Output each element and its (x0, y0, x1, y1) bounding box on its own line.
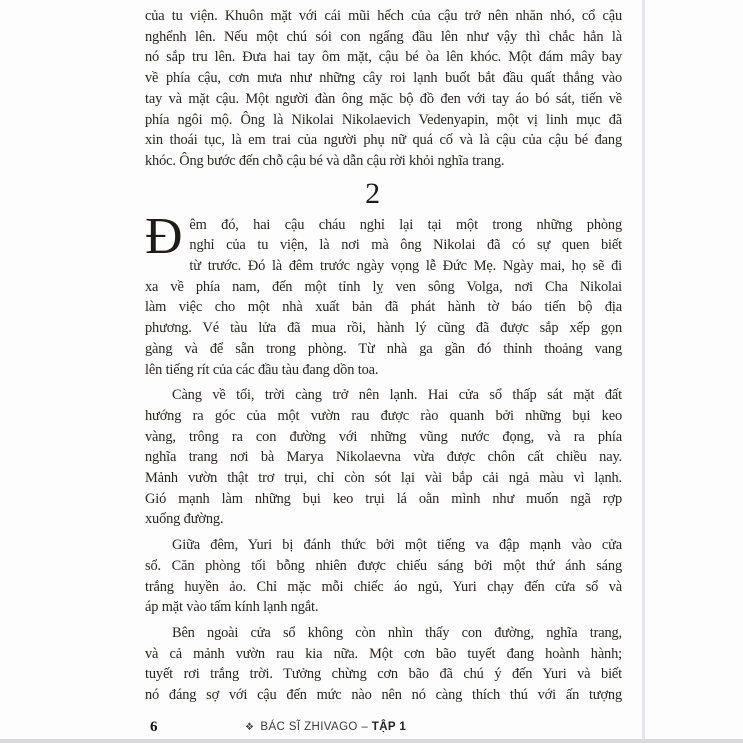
text-line: Giữa đêm, Yuri bị đánh thức bởi một tiếng va đập mạnh vào cửa (172, 537, 622, 554)
text-line: từ trước. Đó là đêm trước ngày vọng lễ Đức Mẹ. Ngày mai, họ sẽ đi (189, 258, 622, 275)
text-line: nghỉ của tu viện, là nơi mà ông Nikolai đã có sự quen biết (189, 237, 622, 254)
text-line: xuống đường. (145, 511, 224, 528)
text-line: xa về phía nam, đến một tỉnh lỵ ven sông Volga, nơi Cha Nikolai (145, 278, 622, 295)
page-edge-line (642, 0, 645, 740)
text-line: về phía cậu, cơn mưa như những cây roi lạnh buốt bắt đầu quất thẳng vào (145, 70, 622, 87)
text-line: phương. Vé tàu lửa đã mua rồi, hành lý cũng đã được sắp xếp gọn (145, 320, 622, 337)
text-line: nghểnh lên. Nếu một chú sói con ngẩng đầu lên như vậy thì chắc hẳn là (145, 28, 622, 45)
running-title (245, 721, 406, 733)
text-line: và cả mảnh vườn rau kia nữa. Một cơn bão tuyết đang hoành hành; (145, 645, 622, 662)
page-number: 6 (150, 719, 158, 735)
paragraph (145, 6, 622, 172)
paragraph (145, 207, 622, 381)
text-line: làm việc cho một nhà xuất bản đã phát hành tờ báo tiến bộ địa (145, 299, 622, 316)
text-line: Gió mạnh làm những bụi keo trụi lá oằn mình như muốn ngã rợp (145, 490, 622, 507)
text-line: vàng, trông ra con đường với những vũng nước đọng, và ra phía (145, 428, 622, 445)
text-line: êm đó, hai cậu cháu nghỉ lại tại một trong những phòng (189, 216, 622, 233)
text-line: tay và mặt cậu. Một người đàn ông mặc bộ đồ đen với tay áo bó sát, tiến về (145, 90, 622, 107)
volume-label: TẬP 1 (371, 721, 407, 733)
paragraph (145, 535, 622, 618)
title-separator: – (361, 721, 369, 733)
book-title: BÁC SĨ ZHIVAGO (260, 721, 358, 733)
page-footer (150, 719, 622, 737)
text-line: áp mặt vào tấm kính lạnh ngắt. (145, 599, 319, 616)
text-line: phía ngôi mộ. Ông là Nikolai Nikolaevich Vedenyapin, một vị linh mục đã (145, 111, 622, 128)
text-line: của tu viện. Khuôn mặt với cái mũi hếch của cậu trở nên nhăn nhó, cổ cậu (145, 8, 622, 24)
text-line: tuyết rơi trắng trời. Tưởng chừng cơn bão đã chú ý đến Yuri và biết (145, 666, 622, 683)
paragraph (145, 623, 622, 706)
text-line: hướng ra góc của một vườn rau được rào quanh bởi những bụi keo (145, 407, 622, 424)
text-line: gàng và để sẵn trong phòng. Từ nhà ga gần đó thỉnh thoảng vang (145, 340, 622, 357)
text-line: nghĩa trang nơi bà Marya Nikolaevna vừa được chôn cất chiều nay. (145, 449, 622, 466)
paragraph (145, 385, 622, 530)
text-line: xin thoái tục, là em trai của người phụ nữ quá cố và là cậu của cậu bé đang (145, 132, 622, 149)
page-body-top (145, 6, 622, 172)
text-line: Mảnh vườn thật trơ trụi, chỉ còn sót lại vài bắp cải ngả màu vì lạnh. (145, 470, 622, 487)
text-line: Càng về tối, trời càng trở nên lạnh. Hai cửa sổ thấp sát mặt đất (172, 387, 622, 404)
page-body-rest (145, 207, 622, 706)
page-body (145, 6, 622, 711)
section-number-heading: 2 (365, 176, 380, 210)
text-line: trắng huyền ảo. Chỉ mặc mỗi chiếc áo ngủ, Yuri chạy đến cửa sổ và (145, 578, 622, 595)
text-line: sổ. Căn phòng tối bỗng nhiên được chiếu sáng bởi một thứ ánh sáng (145, 557, 622, 574)
page-bottom-line (0, 739, 743, 743)
text-line: lên tiếng rít của các đầu tàu đang dồn toa. (145, 361, 379, 378)
text-line: khóc. Ông bước đến chỗ cậu bé và dẫn cậu rời khỏi nghĩa trang. (145, 152, 505, 169)
florette-ornament-icon: ❖ (245, 722, 255, 733)
text-line: nó đáng sợ với cậu đến mức nào nên nó càng thích thú với ấn tượng (145, 687, 622, 704)
text-line: Bên ngoài cửa sổ không còn nhìn thấy con đường, nghĩa trang, (172, 624, 622, 641)
text-line: nó sắp tru lên. Đưa hai tay ôm mặt, cậu bé òa lên khóc. Một đám mây bay (145, 49, 622, 66)
drop-cap: Đ (145, 207, 183, 265)
